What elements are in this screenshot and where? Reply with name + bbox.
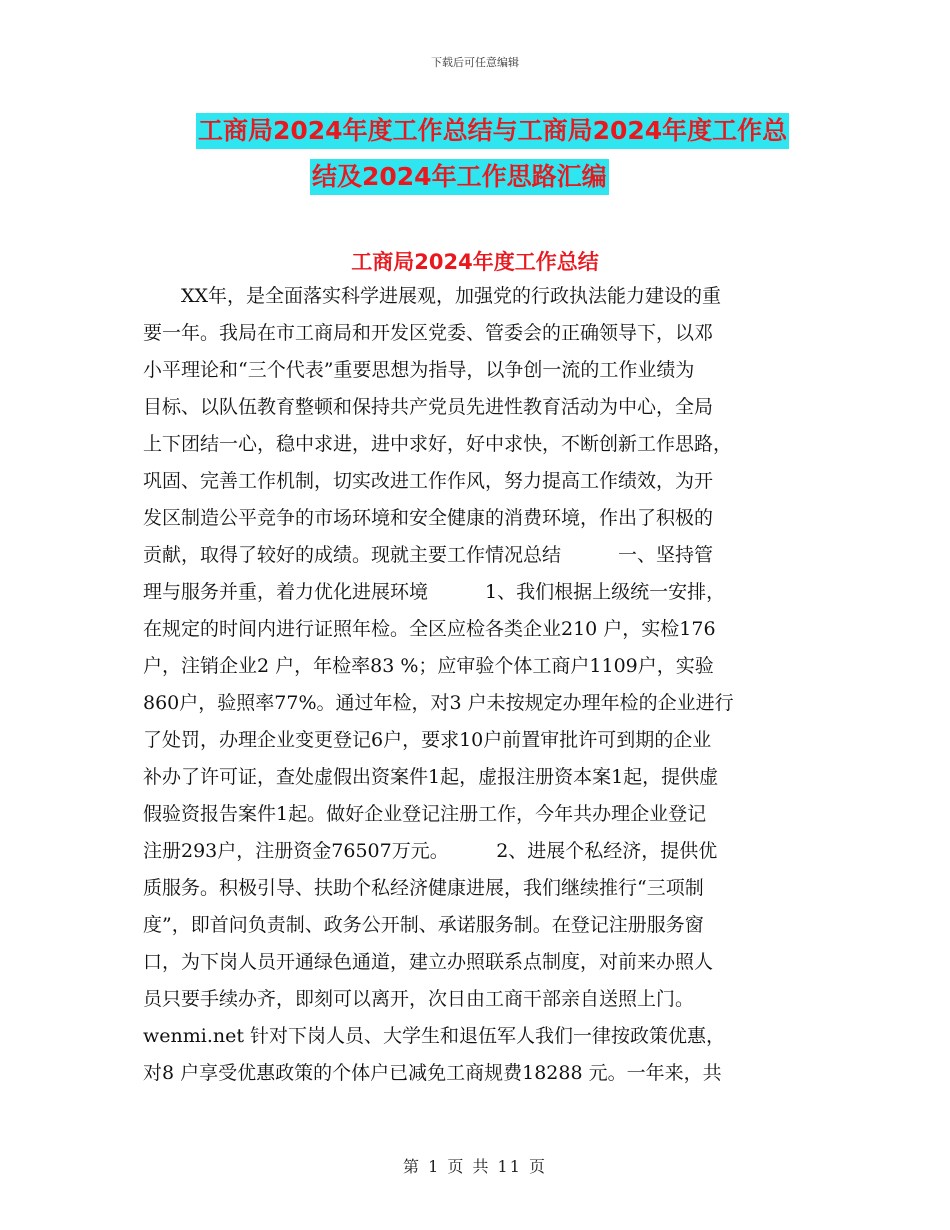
body-line: 了处罚，办理企业变更登记6户，要求10户前置审批许可到期的企业 (143, 729, 712, 751)
body-line: 质服务。积极引导、扶助个私经济健康进展，我们继续推行“三项制 (143, 877, 704, 899)
page-header-note: 下载后可任意编辑 (431, 56, 519, 69)
body-line: wenmi.net 针对下岗人员、大学生和退伍军人我们一律按政策优惠， (143, 1025, 726, 1047)
body-paragraph (143, 264, 809, 1092)
body-line: 上下团结一心，稳中求进，进中求好，好中求快，不断创新工作思路， (143, 433, 733, 455)
document-title (140, 108, 840, 200)
document-title-line-1: 工商局2024年度工作总结与工商局2024年度工作总 (196, 113, 789, 149)
document-title-line-2: 结及2024年工作思路汇编 (310, 159, 609, 195)
body-line: 注册293户，注册资金76507万元。 2、进展个私经济，提供优 (143, 840, 718, 862)
body-line: 小平理论和“三个代表”重要思想为指导，以争创一流的工作业绩为 (143, 359, 695, 381)
body-line: 在规定的时间内进行证照年检。全区应检各类企业210 户，实检176 (143, 618, 716, 640)
body-line: 发区制造公平竞争的市场环境和安全健康的消费环境，作出了积极的 (143, 507, 714, 529)
body-line: 假验资报告案件1起。做好企业登记注册工作，今年共办理企业登记 (143, 803, 707, 825)
body-line: 员只要手续办齐，即刻可以离开，次日由工商干部亲自送照上门。 (143, 988, 695, 1010)
section-heading: 工商局2024年度工作总结 (351, 250, 599, 274)
body-line: 巩固、完善工作机制，切实改进工作作风，努力提高工作绩效，为开 (143, 470, 714, 492)
body-line: 度”，即首问负责制、政务公开制、承诺服务制。在登记注册服务窗 (143, 914, 704, 936)
body-line: 要一年。我局在市工商局和开发区党委、管委会的正确领导下，以邓 (143, 322, 714, 344)
body-line: 补办了许可证，查处虚假出资案件1起，虚报注册资本案1起，提供虚 (143, 766, 719, 788)
page-number-footer: 第 1 页 共 11 页 (403, 1157, 547, 1176)
body-line: 理与服务并重，着力优化进展环境 1、我们根据上级统一安排， (143, 581, 726, 603)
body-line: 860户，验照率77%。通过年检，对3 户未按规定办理年检的企业进行 (143, 692, 734, 714)
body-line: 贡献，取得了较好的成绩。现就主要工作情况总结 一、坚持管 (143, 544, 714, 566)
body-line: 口，为下岗人员开通绿色通道，建立办照联系点制度，对前来办照人 (143, 951, 714, 973)
body-line: 对8 户享受优惠政策的个体户已减免工商规费18288 元。一年来，共 (143, 1062, 722, 1084)
body-line: 户，注销企业2 户，年检率83 %；应审验个体工商户1109户，实验 (143, 655, 714, 677)
body-line: XX年，是全面落实科学进展观，加强党的行政执法能力建设的重 (143, 285, 722, 307)
body-line: 目标、以队伍教育整顿和保持共产党员先进性教育活动为中心，全局 (143, 396, 714, 418)
